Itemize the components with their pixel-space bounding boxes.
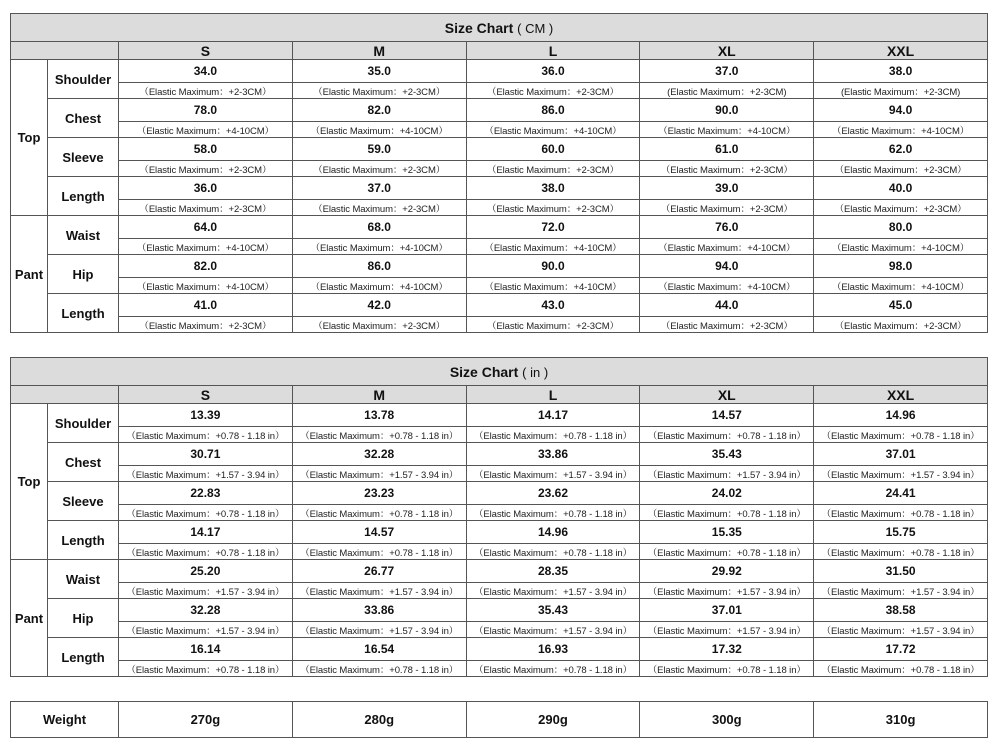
size-header-xxl: XXL [814,42,988,60]
elastic-note-shoulder-s: （Elastic Maximum：+2-3CM） [119,83,293,99]
elastic-note-hip-s: （Elastic Maximum：+1.57 - 3.94 in） [119,622,293,638]
elastic-note-waist-xl: （Elastic Maximum：+1.57 - 3.94 in） [640,583,814,599]
value-cell-sleeve-m: 23.23 [292,482,466,505]
elastic-note-shoulder-xxl: (Elastic Maximum：+2-3CM) [814,83,988,99]
weight-value-m: 280g [292,702,466,738]
value-cell-sleeve-s: 22.83 [119,482,293,505]
elastic-note-chest-s: （Elastic Maximum：+4-10CM） [119,122,293,138]
elastic-note-shoulder-xl: (Elastic Maximum：+2-3CM) [640,83,814,99]
value-cell-length_pant-l: 16.93 [466,638,640,661]
size-chart-cm-title [11,14,988,42]
value-cell-chest-xl: 90.0 [640,99,814,122]
size-header-xxl: XXL [814,386,988,404]
value-cell-hip-l: 35.43 [466,599,640,622]
value-cell-chest-l: 86.0 [466,99,640,122]
elastic-note-length_pant-m: （Elastic Maximum：+2-3CM） [292,317,466,333]
size-header-s: S [119,386,293,404]
elastic-note-waist-l: （Elastic Maximum：+4-10CM） [466,239,640,255]
value-cell-sleeve-xl: 61.0 [640,138,814,161]
elastic-note-sleeve-s: （Elastic Maximum：+2-3CM） [119,161,293,177]
elastic-note-hip-xxl: （Elastic Maximum：+1.57 - 3.94 in） [814,622,988,638]
measure-label-length_pant: Length [48,294,119,333]
value-cell-length_top-l: 14.96 [466,521,640,544]
value-cell-hip-m: 33.86 [292,599,466,622]
value-cell-waist-s: 64.0 [119,216,293,239]
elastic-note-waist-m: （Elastic Maximum：+1.57 - 3.94 in） [292,583,466,599]
elastic-note-length_top-s: （Elastic Maximum：+0.78 - 1.18 in） [119,544,293,560]
size-header-xl: XL [640,42,814,60]
note-row-shoulder [11,83,988,99]
header-corner [11,42,119,60]
note-row-length_top [11,200,988,216]
value-cell-shoulder-xl: 14.57 [640,404,814,427]
measure-row-length_pant [11,638,988,661]
value-cell-shoulder-m: 35.0 [292,60,466,83]
value-cell-chest-s: 78.0 [119,99,293,122]
value-cell-hip-l: 90.0 [466,255,640,278]
header-corner [11,386,119,404]
group-label-top: Top [11,60,48,216]
value-cell-length_pant-s: 41.0 [119,294,293,317]
elastic-note-waist-xxl: （Elastic Maximum：+1.57 - 3.94 in） [814,583,988,599]
size-chart-inch-title [11,358,988,386]
value-cell-sleeve-l: 60.0 [466,138,640,161]
value-cell-waist-m: 26.77 [292,560,466,583]
elastic-note-shoulder-s: （Elastic Maximum：+0.78 - 1.18 in） [119,427,293,443]
value-cell-length_pant-s: 16.14 [119,638,293,661]
value-cell-length_top-xxl: 15.75 [814,521,988,544]
value-cell-shoulder-s: 13.39 [119,404,293,427]
value-cell-sleeve-xxl: 24.41 [814,482,988,505]
elastic-note-shoulder-l: （Elastic Maximum：+2-3CM） [466,83,640,99]
measure-row-length_pant [11,294,988,317]
value-cell-length_top-m: 37.0 [292,177,466,200]
measure-row-shoulder [11,60,988,83]
size-header-l: L [466,42,640,60]
value-cell-shoulder-l: 14.17 [466,404,640,427]
elastic-note-chest-m: （Elastic Maximum：+1.57 - 3.94 in） [292,466,466,482]
size-chart-inch-table [10,357,988,677]
value-cell-length_pant-m: 42.0 [292,294,466,317]
elastic-note-length_top-l: （Elastic Maximum：+0.78 - 1.18 in） [466,544,640,560]
elastic-note-chest-s: （Elastic Maximum：+1.57 - 3.94 in） [119,466,293,482]
value-cell-hip-xxl: 98.0 [814,255,988,278]
value-cell-chest-xl: 35.43 [640,443,814,466]
elastic-note-chest-m: （Elastic Maximum：+4-10CM） [292,122,466,138]
elastic-note-chest-xxl: （Elastic Maximum：+1.57 - 3.94 in） [814,466,988,482]
elastic-note-waist-xl: （Elastic Maximum：+4-10CM） [640,239,814,255]
note-row-length_pant [11,317,988,333]
elastic-note-waist-s: （Elastic Maximum：+4-10CM） [119,239,293,255]
elastic-note-shoulder-xl: （Elastic Maximum：+0.78 - 1.18 in） [640,427,814,443]
elastic-note-sleeve-m: （Elastic Maximum：+2-3CM） [292,161,466,177]
value-cell-length_pant-xxl: 45.0 [814,294,988,317]
measure-label-sleeve: Sleeve [48,482,119,521]
value-cell-shoulder-l: 36.0 [466,60,640,83]
size-header-s: S [119,42,293,60]
note-row-chest [11,466,988,482]
measure-row-chest [11,99,988,122]
elastic-note-length_top-xl: （Elastic Maximum：+0.78 - 1.18 in） [640,544,814,560]
value-cell-shoulder-s: 34.0 [119,60,293,83]
value-cell-waist-xl: 29.92 [640,560,814,583]
value-cell-sleeve-m: 59.0 [292,138,466,161]
elastic-note-length_top-s: （Elastic Maximum：+2-3CM） [119,200,293,216]
elastic-note-hip-l: （Elastic Maximum：+4-10CM） [466,278,640,294]
value-cell-length_top-s: 36.0 [119,177,293,200]
weight-label: Weight [11,702,119,738]
elastic-note-length_pant-s: （Elastic Maximum：+2-3CM） [119,317,293,333]
value-cell-length_top-xxl: 40.0 [814,177,988,200]
size-header-m: M [292,386,466,404]
size-header-xl: XL [640,386,814,404]
weight-value-s: 270g [119,702,293,738]
value-cell-waist-xl: 76.0 [640,216,814,239]
elastic-note-length_top-m: （Elastic Maximum：+0.78 - 1.18 in） [292,544,466,560]
value-cell-length_top-xl: 15.35 [640,521,814,544]
value-cell-chest-s: 30.71 [119,443,293,466]
elastic-note-shoulder-m: （Elastic Maximum：+0.78 - 1.18 in） [292,427,466,443]
value-cell-hip-xxl: 38.58 [814,599,988,622]
value-cell-length_top-l: 38.0 [466,177,640,200]
elastic-note-waist-m: （Elastic Maximum：+4-10CM） [292,239,466,255]
elastic-note-length_pant-xxl: （Elastic Maximum：+2-3CM） [814,317,988,333]
elastic-note-sleeve-xxl: （Elastic Maximum：+0.78 - 1.18 in） [814,505,988,521]
chart-title: Size Chart [444,19,514,36]
value-cell-length_pant-xl: 44.0 [640,294,814,317]
elastic-note-chest-xl: （Elastic Maximum：+1.57 - 3.94 in） [640,466,814,482]
value-cell-length_top-s: 14.17 [119,521,293,544]
note-row-waist [11,583,988,599]
elastic-note-length_top-m: （Elastic Maximum：+2-3CM） [292,200,466,216]
measure-label-waist: Waist [48,560,119,599]
elastic-note-waist-xxl: （Elastic Maximum：+4-10CM） [814,239,988,255]
elastic-note-hip-xl: （Elastic Maximum：+4-10CM） [640,278,814,294]
weight-value-l: 290g [466,702,640,738]
value-cell-waist-l: 28.35 [466,560,640,583]
value-cell-hip-m: 86.0 [292,255,466,278]
value-cell-chest-l: 33.86 [466,443,640,466]
value-cell-waist-xxl: 31.50 [814,560,988,583]
value-cell-length_top-xl: 39.0 [640,177,814,200]
elastic-note-chest-l: （Elastic Maximum：+1.57 - 3.94 in） [466,466,640,482]
value-cell-shoulder-m: 13.78 [292,404,466,427]
note-row-length_top [11,544,988,560]
elastic-note-length_top-xl: （Elastic Maximum：+2-3CM） [640,200,814,216]
elastic-note-hip-xxl: （Elastic Maximum：+4-10CM） [814,278,988,294]
elastic-note-hip-l: （Elastic Maximum：+1.57 - 3.94 in） [466,622,640,638]
measure-row-sleeve [11,138,988,161]
note-row-waist [11,239,988,255]
note-row-hip [11,278,988,294]
size-header-l: L [466,386,640,404]
elastic-note-shoulder-l: （Elastic Maximum：+0.78 - 1.18 in） [466,427,640,443]
measure-row-hip [11,599,988,622]
elastic-note-hip-m: （Elastic Maximum：+1.57 - 3.94 in） [292,622,466,638]
value-cell-hip-xl: 37.01 [640,599,814,622]
elastic-note-sleeve-xl: （Elastic Maximum：+2-3CM） [640,161,814,177]
elastic-note-length_top-xxl: （Elastic Maximum：+0.78 - 1.18 in） [814,544,988,560]
value-cell-length_pant-l: 43.0 [466,294,640,317]
value-cell-chest-xxl: 94.0 [814,99,988,122]
elastic-note-chest-xl: （Elastic Maximum：+4-10CM） [640,122,814,138]
elastic-note-sleeve-m: （Elastic Maximum：+0.78 - 1.18 in） [292,505,466,521]
elastic-note-hip-s: （Elastic Maximum：+4-10CM） [119,278,293,294]
value-cell-waist-l: 72.0 [466,216,640,239]
measure-label-shoulder: Shoulder [48,60,119,99]
value-cell-length_pant-m: 16.54 [292,638,466,661]
elastic-note-hip-xl: （Elastic Maximum：+1.57 - 3.94 in） [640,622,814,638]
chart-title: Size Chart [449,363,519,380]
measure-row-waist [11,560,988,583]
elastic-note-hip-m: （Elastic Maximum：+4-10CM） [292,278,466,294]
size-header-m: M [292,42,466,60]
elastic-note-chest-l: （Elastic Maximum：+4-10CM） [466,122,640,138]
value-cell-waist-m: 68.0 [292,216,466,239]
elastic-note-sleeve-l: （Elastic Maximum：+2-3CM） [466,161,640,177]
measure-row-shoulder [11,404,988,427]
measure-row-waist [11,216,988,239]
value-cell-length_pant-xl: 17.32 [640,638,814,661]
elastic-note-length_top-l: （Elastic Maximum：+2-3CM） [466,200,640,216]
measure-label-sleeve: Sleeve [48,138,119,177]
value-cell-length_top-m: 14.57 [292,521,466,544]
value-cell-hip-s: 32.28 [119,599,293,622]
measure-label-hip: Hip [48,599,119,638]
weight-value-xxl: 310g [814,702,988,738]
note-row-sleeve [11,161,988,177]
elastic-note-length_pant-xl: （Elastic Maximum：+2-3CM） [640,317,814,333]
elastic-note-length_pant-l: （Elastic Maximum：+0.78 - 1.18 in） [466,661,640,677]
measure-label-length_top: Length [48,177,119,216]
measure-label-chest: Chest [48,99,119,138]
elastic-note-sleeve-l: （Elastic Maximum：+0.78 - 1.18 in） [466,505,640,521]
elastic-note-waist-s: （Elastic Maximum：+1.57 - 3.94 in） [119,583,293,599]
elastic-note-waist-l: （Elastic Maximum：+1.57 - 3.94 in） [466,583,640,599]
value-cell-sleeve-l: 23.62 [466,482,640,505]
note-row-sleeve [11,505,988,521]
value-cell-hip-xl: 94.0 [640,255,814,278]
value-cell-waist-s: 25.20 [119,560,293,583]
measure-label-length_pant: Length [48,638,119,677]
measure-row-hip [11,255,988,278]
value-cell-chest-m: 82.0 [292,99,466,122]
size-chart-cm-table [10,13,988,333]
value-cell-shoulder-xxl: 14.96 [814,404,988,427]
measure-label-chest: Chest [48,443,119,482]
measure-label-length_top: Length [48,521,119,560]
elastic-note-length_pant-xl: （Elastic Maximum：+0.78 - 1.18 in） [640,661,814,677]
value-cell-sleeve-s: 58.0 [119,138,293,161]
group-label-pant: Pant [11,216,48,333]
elastic-note-chest-xxl: （Elastic Maximum：+4-10CM） [814,122,988,138]
value-cell-waist-xxl: 80.0 [814,216,988,239]
value-cell-shoulder-xl: 37.0 [640,60,814,83]
elastic-note-sleeve-s: （Elastic Maximum：+0.78 - 1.18 in） [119,505,293,521]
measure-row-length_top [11,177,988,200]
elastic-note-length_pant-l: （Elastic Maximum：+2-3CM） [466,317,640,333]
note-row-hip [11,622,988,638]
elastic-note-shoulder-xxl: （Elastic Maximum：+0.78 - 1.18 in） [814,427,988,443]
measure-row-chest [11,443,988,466]
note-row-chest [11,122,988,138]
elastic-note-sleeve-xl: （Elastic Maximum：+0.78 - 1.18 in） [640,505,814,521]
elastic-note-length_top-xxl: （Elastic Maximum：+2-3CM） [814,200,988,216]
value-cell-sleeve-xxl: 62.0 [814,138,988,161]
measure-label-shoulder: Shoulder [48,404,119,443]
note-row-length_pant [11,661,988,677]
elastic-note-length_pant-xxl: （Elastic Maximum：+0.78 - 1.18 in） [814,661,988,677]
value-cell-chest-m: 32.28 [292,443,466,466]
measure-row-length_top [11,521,988,544]
measure-row-sleeve [11,482,988,505]
chart-unit: ( CM ) [517,20,554,36]
weight-table [10,701,988,738]
note-row-shoulder [11,427,988,443]
elastic-note-shoulder-m: （Elastic Maximum：+2-3CM） [292,83,466,99]
value-cell-chest-xxl: 37.01 [814,443,988,466]
group-label-pant: Pant [11,560,48,677]
weight-value-xl: 300g [640,702,814,738]
elastic-note-length_pant-m: （Elastic Maximum：+0.78 - 1.18 in） [292,661,466,677]
measure-label-hip: Hip [48,255,119,294]
value-cell-hip-s: 82.0 [119,255,293,278]
elastic-note-length_pant-s: （Elastic Maximum：+0.78 - 1.18 in） [119,661,293,677]
value-cell-length_pant-xxl: 17.72 [814,638,988,661]
value-cell-shoulder-xxl: 38.0 [814,60,988,83]
group-label-top: Top [11,404,48,560]
measure-label-waist: Waist [48,216,119,255]
value-cell-sleeve-xl: 24.02 [640,482,814,505]
chart-unit: ( in ) [522,364,549,380]
elastic-note-sleeve-xxl: （Elastic Maximum：+2-3CM） [814,161,988,177]
